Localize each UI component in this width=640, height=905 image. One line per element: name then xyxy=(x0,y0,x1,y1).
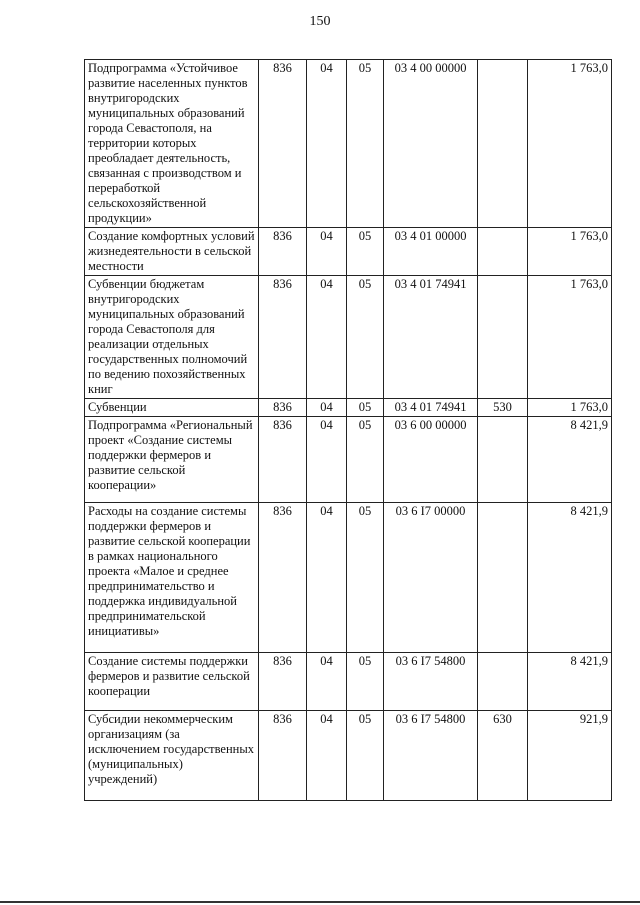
table-row xyxy=(85,228,612,276)
row-name: Расходы на создание системы поддержки фермеров и развитие сельской кооперации в рамках национального проекта «Малое и среднее предпринимательство и поддержка индивидуальной предпринимательской инициативы» xyxy=(85,503,259,653)
row-rz: 04 xyxy=(307,399,347,417)
row-rz: 04 xyxy=(307,711,347,801)
row-name: Субвенции бюджетам внутригородских муниципальных образований города Севастополя для реализации отдельных государственных полномочий по ведению похозяйственных книг xyxy=(85,276,259,399)
row-rz: 04 xyxy=(307,60,347,228)
row-pr: 05 xyxy=(347,228,384,276)
row-name: Создание комфортных условий жизнедеятельности в сельской местности xyxy=(85,228,259,276)
row-name: Создание системы поддержки фермеров и развитие сельской кооперации xyxy=(85,653,259,711)
row-name: Подпрограмма «Устойчивое развитие населенных пунктов внутригородских муниципальных образований города Севастополя, на территории которых преобладает деятельность, связанная с производством и переработкой сельскохозяйственной продукции» xyxy=(85,60,259,228)
table-row xyxy=(85,276,612,399)
row-csr: 03 6 I7 54800 xyxy=(384,711,478,801)
row-rz: 04 xyxy=(307,417,347,503)
page-number: 150 xyxy=(309,14,331,29)
row-csr: 03 4 00 00000 xyxy=(384,60,478,228)
row-sum: 8 421,9 xyxy=(528,653,612,711)
row-sum: 1 763,0 xyxy=(528,60,612,228)
row-pr: 05 xyxy=(347,399,384,417)
row-vr xyxy=(478,60,528,228)
row-csr: 03 6 00 00000 xyxy=(384,417,478,503)
row-sum: 1 763,0 xyxy=(528,228,612,276)
row-gr: 836 xyxy=(259,417,307,503)
row-gr: 836 xyxy=(259,711,307,801)
table-row xyxy=(85,653,612,711)
row-pr: 05 xyxy=(347,503,384,653)
row-gr: 836 xyxy=(259,653,307,711)
row-csr: 03 6 I7 54800 xyxy=(384,653,478,711)
row-vr xyxy=(478,503,528,653)
budget-table-body xyxy=(85,60,612,801)
row-csr: 03 6 I7 00000 xyxy=(384,503,478,653)
row-rz: 04 xyxy=(307,653,347,711)
table-row xyxy=(85,417,612,503)
row-csr: 03 4 01 00000 xyxy=(384,228,478,276)
row-pr: 05 xyxy=(347,653,384,711)
row-rz: 04 xyxy=(307,276,347,399)
row-csr: 03 4 01 74941 xyxy=(384,399,478,417)
row-sum: 8 421,9 xyxy=(528,417,612,503)
table-row xyxy=(85,60,612,228)
row-sum: 1 763,0 xyxy=(528,399,612,417)
row-name: Субсидии некоммерческим организациям (за исключением государственных (муниципальных) учреждений) xyxy=(85,711,259,801)
row-gr: 836 xyxy=(259,503,307,653)
row-sum: 1 763,0 xyxy=(528,276,612,399)
row-vr: 530 xyxy=(478,399,528,417)
row-sum: 8 421,9 xyxy=(528,503,612,653)
row-pr: 05 xyxy=(347,711,384,801)
row-vr xyxy=(478,417,528,503)
row-name: Субвенции xyxy=(85,399,259,417)
table-row xyxy=(85,399,612,417)
row-gr: 836 xyxy=(259,60,307,228)
row-pr: 05 xyxy=(347,60,384,228)
row-vr xyxy=(478,228,528,276)
row-name: Подпрограмма «Региональный проект «Создание системы поддержки фермеров и развитие сельской кооперации» xyxy=(85,417,259,503)
row-rz: 04 xyxy=(307,228,347,276)
row-rz: 04 xyxy=(307,503,347,653)
budget-table xyxy=(84,59,612,801)
table-row xyxy=(85,503,612,653)
row-vr xyxy=(478,276,528,399)
row-gr: 836 xyxy=(259,399,307,417)
row-gr: 836 xyxy=(259,276,307,399)
bottom-edge-rule xyxy=(0,901,640,903)
row-csr: 03 4 01 74941 xyxy=(384,276,478,399)
row-pr: 05 xyxy=(347,417,384,503)
table-row xyxy=(85,711,612,801)
row-vr xyxy=(478,653,528,711)
row-gr: 836 xyxy=(259,228,307,276)
row-pr: 05 xyxy=(347,276,384,399)
row-sum: 921,9 xyxy=(528,711,612,801)
row-vr: 630 xyxy=(478,711,528,801)
